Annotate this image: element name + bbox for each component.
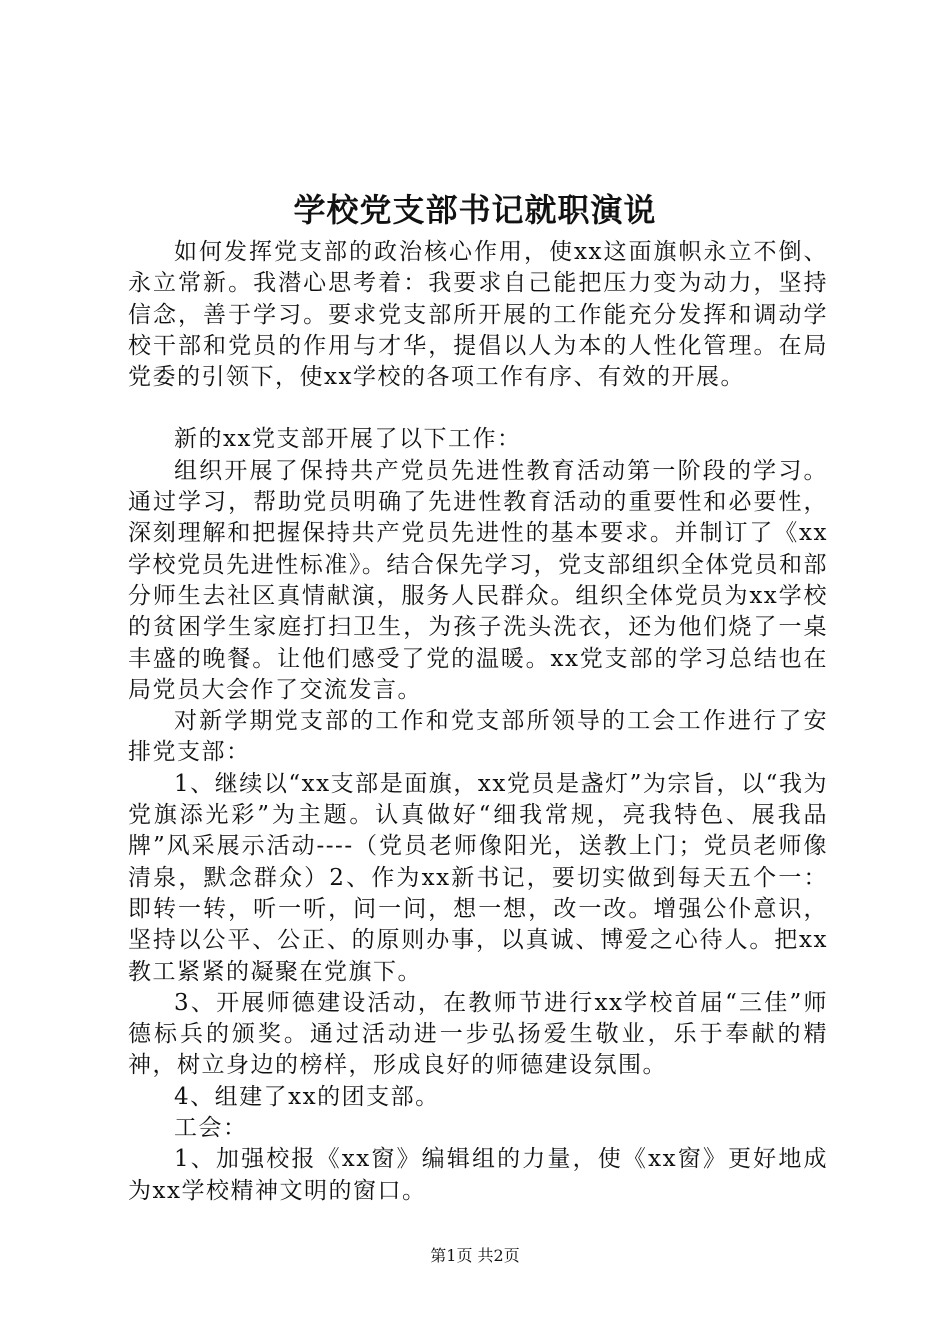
paragraph-union-heading: 工会： [174,1115,248,1142]
paragraph-study: 组织开展了保持共产党员先进性教育活动第一阶段的学习。通过学习，帮助党员明确了先进性教育活动的重要性和必要性，深刻理解和把握保持共产党员先进性的基本要求。并制订了《xx学校党员先进性标准》。结合保先学习，党支部组织全体党员和部分师生去社区真情献演，服务人民群众。组织全体党员为xx学校的贫困学生家庭打扫卫生，为孩子洗头洗衣，还为他们烧了一桌丰盛的晚餐。让他们感受了党的温暖。xx党支部的学习总结也在局党员大会作了交流发言。 [128,457,828,703]
paragraph-item-1-2: 1、继续以“xx支部是面旗，xx党员是盏灯”为宗旨，以“我为党旗添光彩”为主题。认真做好“细我常规，亮我特色、展我品牌”风采展示活动----（党员老师像阳光，送教上门；党员老师像清泉，默念群众）2、作为xx新书记，要切实做到每天五个一：即转一转，听一听，问一问，想一想，改一改。增强公仆意识，坚持以公平、公正、的原则办事，以真诚、博爱之心待人。把xx教工紧紧的凝聚在党旗下。 [128,770,828,985]
paragraph-work-intro: 新的xx党支部开展了以下工作： [174,426,522,453]
page-indicator: 第1页 共2页 [430,1246,520,1265]
paragraph-union-item-1: 1、加强校报《xx窗》编辑组的力量，使《xx窗》更好地成为xx学校精神文明的窗口。 [128,1146,828,1204]
paragraph-intro: 如何发挥党支部的政治核心作用，使xx这面旗帜永立不倒、永立常新。我潜心思考着：我要求自己能把压力变为动力，坚持信念，善于学习。要求党支部所开展的工作能充分发挥和调动学校干部和党员的作用与才华，提倡以人为本的人性化管理。在局党委的引领下，使xx学校的各项工作有序、有效的开展。 [128,239,828,391]
paragraph-arrangement: 对新学期党支部的工作和党支部所领导的工会工作进行了安排党支部： [128,708,828,766]
paragraph-item-4: 4、组建了xx的团支部。 [174,1083,440,1110]
document-body [128,237,828,1207]
paragraph-item-3: 3、开展师德建设活动，在教师节进行xx学校首届“三佳”师德标兵的颁奖。通过活动进一步弘扬爱生敬业，乐于奉献的精神，树立身边的榜样，形成良好的师德建设氛围。 [128,989,828,1079]
document-title: 学校党支部书记就职演说 [293,191,657,229]
